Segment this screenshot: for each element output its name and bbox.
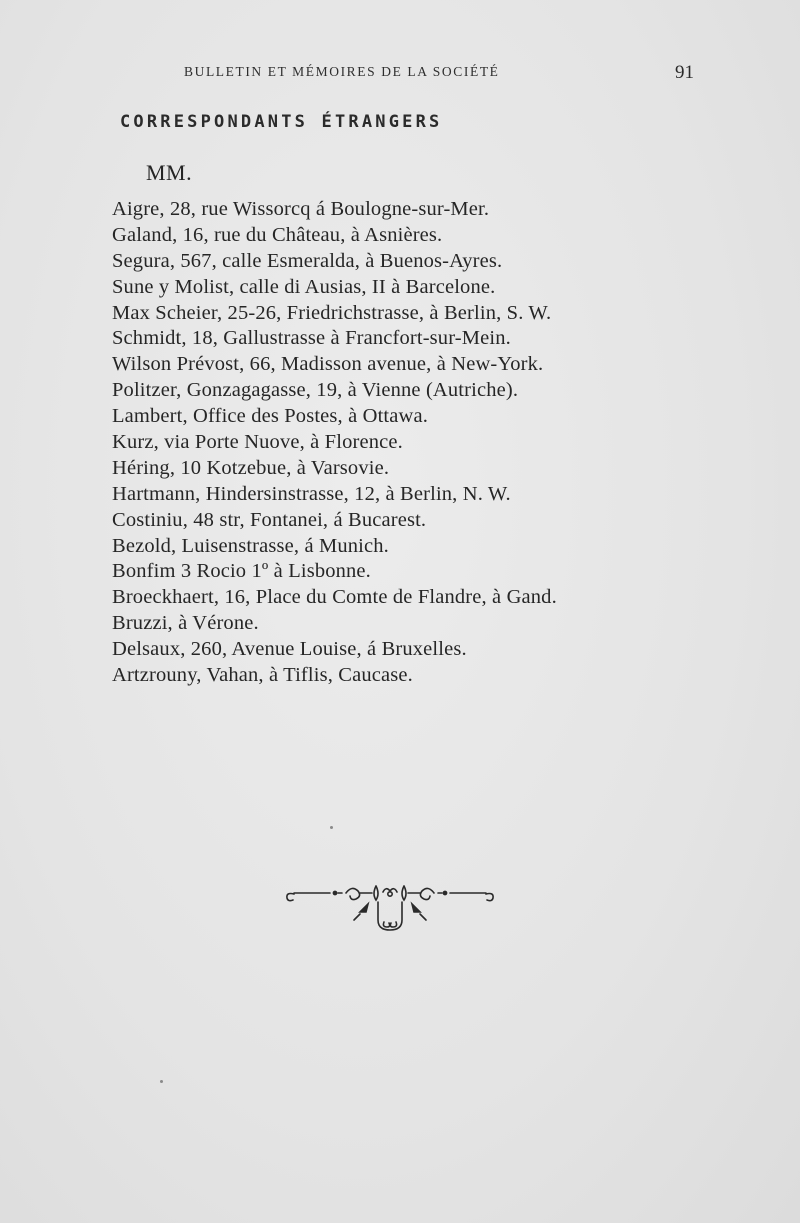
correspondents-list	[112, 197, 732, 689]
running-title: BULLETIN ET MÉMOIRES DE LA SOCIÉTÉ	[184, 64, 500, 79]
list-item: Schmidt, 18, Gallustrasse à Francfort-sur-Mein.	[112, 327, 511, 350]
list-item: Aigre, 28, rue Wissorcq á Boulogne-sur-Mer.	[112, 198, 490, 220]
paper-speck	[160, 1080, 163, 1083]
list-item: Lambert, Office des Postes, à Ottawa.	[112, 405, 428, 428]
section-title: CORRESPONDANTS ÉTRANGERS	[120, 112, 443, 132]
list-item: Max Scheier, 25-26, Friedrichstrasse, à Berlin, S. W.	[112, 301, 552, 324]
list-item: Bezold, Luisenstrasse, á Munich.	[112, 534, 389, 557]
list-item: Hartmann, Hindersinstrasse, 12, à Berlin, N. W.	[112, 482, 511, 505]
list-item: Bonfim 3 Rocio 1º à Lisbonne.	[112, 560, 371, 583]
paper-speck	[330, 826, 333, 829]
list-item: Kurz, via Porte Nuove, à Florence.	[112, 431, 403, 454]
list-item: Wilson Prévost, 66, Madisson avenue, à New-York.	[112, 353, 544, 376]
running-head	[184, 64, 694, 88]
list-item: Broeckhaert, 16, Place du Comte de Flandre, à Gand.	[112, 586, 557, 609]
salutation: MM.	[146, 160, 193, 185]
list-item: Delsaux, 260, Avenue Louise, á Bruxelles.	[112, 638, 467, 661]
list-item: Galand, 16, rue du Château, à Asnières.	[112, 223, 443, 246]
fleuron-ornament-icon	[280, 880, 500, 944]
list-item: Artzrouny, Vahan, à Tiflis, Caucase.	[112, 664, 413, 687]
page-number: 91	[675, 62, 694, 83]
list-item: Héring, 10 Kotzebue, à Varsovie.	[112, 456, 390, 479]
list-item: Sune y Molist, calle di Ausias, II à Barcelone.	[112, 275, 496, 298]
list-item: Bruzzi, à Vérone.	[112, 612, 259, 635]
list-item: Politzer, Gonzagagasse, 19, à Vienne (Autriche).	[112, 379, 519, 402]
list-item: Costiniu, 48 str, Fontanei, á Bucarest.	[112, 508, 427, 531]
list-item: Segura, 567, calle Esmeralda, à Buenos-Ayres.	[112, 249, 503, 272]
